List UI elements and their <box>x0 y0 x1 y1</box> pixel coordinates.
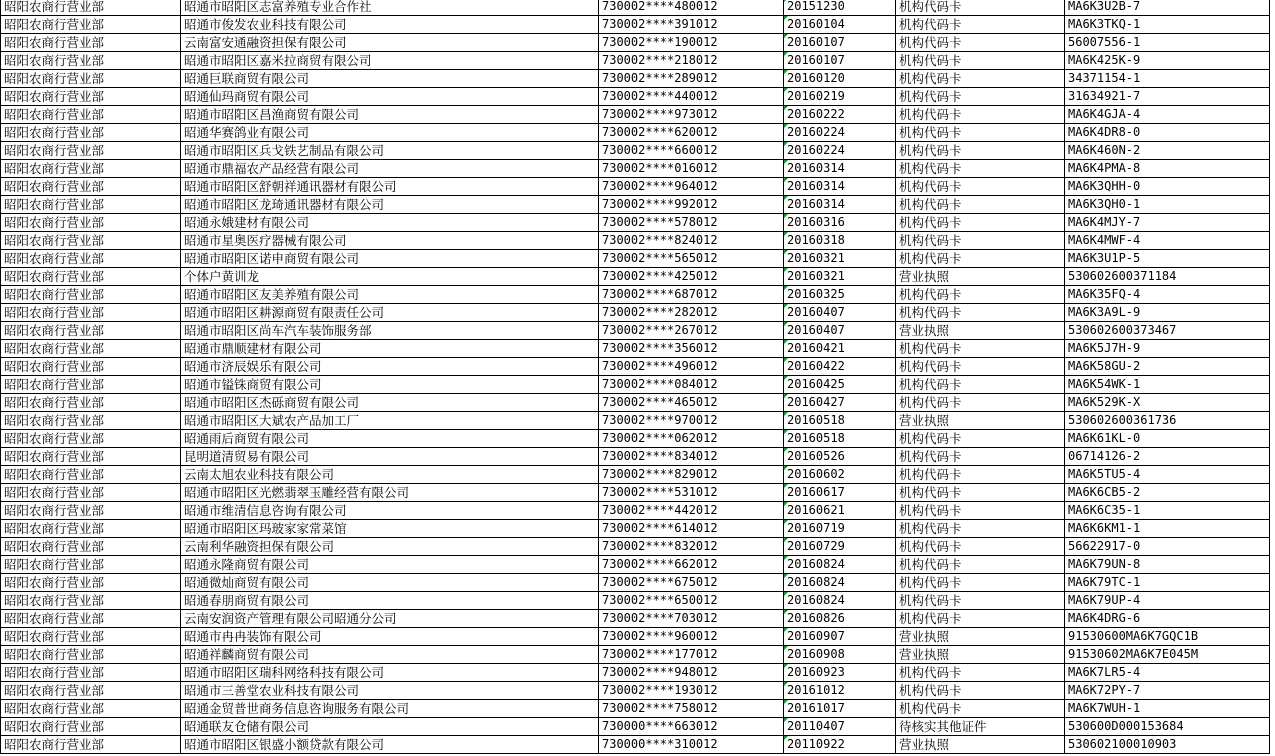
certificate-code-cell[interactable]: 530602600361736 <box>1065 412 1270 430</box>
company-name-cell[interactable]: 昭通市昭阳区耕源商贸有限责任公司 <box>181 304 599 322</box>
certificate-code-cell[interactable]: MA6K4DR8-0 <box>1065 124 1270 142</box>
account-number-cell[interactable]: 730002****687012 <box>599 286 784 304</box>
company-name-cell[interactable]: 昭通雨后商贸有限公司 <box>181 430 599 448</box>
branch-cell[interactable]: 昭阳农商行营业部 <box>1 178 181 196</box>
certificate-code-cell[interactable]: MA6K4PMA-8 <box>1065 160 1270 178</box>
branch-cell[interactable]: 昭阳农商行营业部 <box>1 502 181 520</box>
certificate-code-cell[interactable]: MA6K460N-2 <box>1065 142 1270 160</box>
table-row <box>1 664 1270 682</box>
certificate-type-cell[interactable]: 机构代码卡 <box>896 610 1065 628</box>
open-date-cell[interactable]: 20160318 <box>784 232 896 250</box>
branch-cell[interactable]: 昭阳农商行营业部 <box>1 430 181 448</box>
account-number-cell[interactable]: 730002****391012 <box>599 16 784 34</box>
company-name-cell[interactable]: 昭通市昭阳区瑞科网络科技有限公司 <box>181 664 599 682</box>
open-date-cell[interactable]: 20160314 <box>784 196 896 214</box>
branch-cell[interactable]: 昭阳农商行营业部 <box>1 592 181 610</box>
account-number-cell[interactable]: 730002****289012 <box>599 70 784 88</box>
table-row <box>1 394 1270 412</box>
account-number-cell[interactable]: 730002****992012 <box>599 196 784 214</box>
open-date-cell[interactable]: 20160104 <box>784 16 896 34</box>
company-name-cell[interactable]: 昭通市济辰娱乐有限公司 <box>181 358 599 376</box>
table-row <box>1 556 1270 574</box>
certificate-type-cell[interactable]: 机构代码卡 <box>896 574 1065 592</box>
branch-cell[interactable]: 昭阳农商行营业部 <box>1 610 181 628</box>
table-row <box>1 520 1270 538</box>
account-number-cell[interactable]: 730002****578012 <box>599 214 784 232</box>
certificate-type-cell[interactable]: 营业执照 <box>896 646 1065 664</box>
table-row <box>1 70 1270 88</box>
branch-cell[interactable]: 昭阳农商行营业部 <box>1 538 181 556</box>
company-name-cell[interactable]: 昭通市星奥医疗器械有限公司 <box>181 232 599 250</box>
certificate-type-cell[interactable]: 机构代码卡 <box>896 430 1065 448</box>
account-number-cell[interactable]: 730002****016012 <box>599 160 784 178</box>
branch-cell[interactable]: 昭阳农商行营业部 <box>1 556 181 574</box>
certificate-code-cell[interactable]: MA6K6C35-1 <box>1065 502 1270 520</box>
table-row <box>1 178 1270 196</box>
account-number-cell[interactable]: 730002****425012 <box>599 268 784 286</box>
company-name-cell[interactable]: 昭通微灿商贸有限公司 <box>181 574 599 592</box>
branch-cell[interactable]: 昭阳农商行营业部 <box>1 484 181 502</box>
company-name-cell[interactable]: 昭通仙玛商贸有限公司 <box>181 88 599 106</box>
certificate-code-cell[interactable]: MA6K35FQ-4 <box>1065 286 1270 304</box>
certificate-type-cell[interactable]: 营业执照 <box>896 412 1065 430</box>
branch-cell[interactable]: 昭阳农商行营业部 <box>1 646 181 664</box>
branch-cell[interactable]: 昭阳农商行营业部 <box>1 412 181 430</box>
table-row <box>1 160 1270 178</box>
branch-cell[interactable]: 昭阳农商行营业部 <box>1 520 181 538</box>
account-number-cell[interactable]: 730002****948012 <box>599 664 784 682</box>
branch-cell[interactable]: 昭阳农商行营业部 <box>1 106 181 124</box>
company-name-cell[interactable]: 昭通金贸普世商务信息咨询服务有限公司 <box>181 700 599 718</box>
table-row <box>1 214 1270 232</box>
certificate-code-cell[interactable]: MA6K3A9L-9 <box>1065 304 1270 322</box>
table-row <box>1 196 1270 214</box>
account-number-cell[interactable]: 730002****829012 <box>599 466 784 484</box>
company-name-cell[interactable]: 昭通市三善堂农业科技有限公司 <box>181 682 599 700</box>
certificate-code-cell[interactable]: MA6K529K-X <box>1065 394 1270 412</box>
branch-cell[interactable]: 昭阳农商行营业部 <box>1 322 181 340</box>
table-row <box>1 430 1270 448</box>
certificate-type-cell[interactable]: 机构代码卡 <box>896 592 1065 610</box>
open-date-cell[interactable]: 20160314 <box>784 160 896 178</box>
open-date-cell[interactable]: 20151230 <box>784 0 896 16</box>
certificate-type-cell[interactable]: 机构代码卡 <box>896 88 1065 106</box>
certificate-code-cell[interactable]: MA6K6KM1-1 <box>1065 520 1270 538</box>
open-date-cell[interactable]: 20160224 <box>784 142 896 160</box>
account-number-cell[interactable]: 730002****660012 <box>599 142 784 160</box>
branch-cell[interactable]: 昭阳农商行营业部 <box>1 340 181 358</box>
account-number-cell[interactable]: 730002****282012 <box>599 304 784 322</box>
account-number-cell[interactable]: 730002****218012 <box>599 52 784 70</box>
certificate-code-cell[interactable]: 56007556-1 <box>1065 34 1270 52</box>
account-number-cell[interactable]: 730002****970012 <box>599 412 784 430</box>
certificate-type-cell[interactable]: 机构代码卡 <box>896 484 1065 502</box>
certificate-code-cell[interactable]: MA6K61KL-0 <box>1065 430 1270 448</box>
table-row <box>1 88 1270 106</box>
branch-cell[interactable]: 昭阳农商行营业部 <box>1 628 181 646</box>
certificate-type-cell[interactable]: 机构代码卡 <box>896 70 1065 88</box>
certificate-type-cell[interactable]: 机构代码卡 <box>896 340 1065 358</box>
table-row <box>1 232 1270 250</box>
open-date-cell[interactable]: 20160222 <box>784 106 896 124</box>
company-name-cell[interactable]: 昭通永隆商贸有限公司 <box>181 556 599 574</box>
branch-cell[interactable]: 昭阳农商行营业部 <box>1 736 181 754</box>
table-row <box>1 16 1270 34</box>
table-row <box>1 340 1270 358</box>
certificate-type-cell[interactable]: 待核实其他证件 <box>896 718 1065 736</box>
table-row <box>1 124 1270 142</box>
table-row <box>1 628 1270 646</box>
open-date-cell[interactable]: 20160824 <box>784 556 896 574</box>
branch-cell[interactable]: 昭阳农商行营业部 <box>1 52 181 70</box>
open-date-cell[interactable]: 20160316 <box>784 214 896 232</box>
certificate-type-cell[interactable]: 机构代码卡 <box>896 520 1065 538</box>
account-number-cell[interactable]: 730002****973012 <box>599 106 784 124</box>
open-date-cell[interactable]: 20161017 <box>784 700 896 718</box>
company-name-cell[interactable]: 昭通祥麟商贸有限公司 <box>181 646 599 664</box>
certificate-type-cell[interactable]: 机构代码卡 <box>896 142 1065 160</box>
table-row <box>1 322 1270 340</box>
branch-cell[interactable]: 昭阳农商行营业部 <box>1 124 181 142</box>
company-name-cell[interactable]: 昭通市昭阳区志富养殖专业合作社 <box>181 0 599 16</box>
open-date-cell[interactable]: 20160107 <box>784 52 896 70</box>
account-number-cell[interactable]: 730002****193012 <box>599 682 784 700</box>
account-number-cell[interactable]: 730002****675012 <box>599 574 784 592</box>
branch-cell[interactable]: 昭阳农商行营业部 <box>1 160 181 178</box>
branch-cell[interactable]: 昭阳农商行营业部 <box>1 358 181 376</box>
table-row <box>1 52 1270 70</box>
company-name-cell[interactable]: 昭通永娥建材有限公司 <box>181 214 599 232</box>
table-row <box>1 358 1270 376</box>
account-number-cell[interactable]: 730002****177012 <box>599 646 784 664</box>
open-date-cell[interactable]: 20160427 <box>784 394 896 412</box>
open-date-cell[interactable]: 20160908 <box>784 646 896 664</box>
branch-cell[interactable]: 昭阳农商行营业部 <box>1 142 181 160</box>
certificate-type-cell[interactable]: 机构代码卡 <box>896 124 1065 142</box>
account-number-cell[interactable]: 730002****190012 <box>599 34 784 52</box>
certificate-code-cell[interactable]: MA6K3U2B-7 <box>1065 0 1270 16</box>
certificate-code-cell[interactable]: MA6K4GJA-4 <box>1065 106 1270 124</box>
open-date-cell[interactable]: 20160321 <box>784 250 896 268</box>
certificate-code-cell[interactable]: MA6K3QHH-0 <box>1065 178 1270 196</box>
open-date-cell[interactable]: 20160602 <box>784 466 896 484</box>
account-number-cell[interactable]: 730002****084012 <box>599 376 784 394</box>
account-number-cell[interactable]: 730002****662012 <box>599 556 784 574</box>
table-row <box>1 286 1270 304</box>
company-name-cell[interactable]: 昭通市鼎顺建材有限公司 <box>181 340 599 358</box>
account-number-cell[interactable]: 730002****824012 <box>599 232 784 250</box>
certificate-type-cell[interactable]: 机构代码卡 <box>896 0 1065 16</box>
account-number-cell[interactable]: 730002****356012 <box>599 340 784 358</box>
open-date-cell[interactable]: 20160621 <box>784 502 896 520</box>
certificate-type-cell[interactable]: 机构代码卡 <box>896 682 1065 700</box>
branch-cell[interactable]: 昭阳农商行营业部 <box>1 196 181 214</box>
open-date-cell[interactable]: 20160729 <box>784 538 896 556</box>
company-name-cell[interactable]: 云南利华融资担保有限公司 <box>181 538 599 556</box>
branch-cell[interactable]: 昭阳农商行营业部 <box>1 448 181 466</box>
branch-cell[interactable]: 昭阳农商行营业部 <box>1 394 181 412</box>
certificate-code-cell[interactable]: MA6K4MJY-7 <box>1065 214 1270 232</box>
open-date-cell[interactable]: 20160826 <box>784 610 896 628</box>
branch-cell[interactable]: 昭阳农商行营业部 <box>1 16 181 34</box>
open-date-cell[interactable]: 20160120 <box>784 70 896 88</box>
table-row <box>1 448 1270 466</box>
company-name-cell[interactable]: 昭通联友仓储有限公司 <box>181 718 599 736</box>
branch-cell[interactable]: 昭阳农商行营业部 <box>1 232 181 250</box>
table-row <box>1 736 1270 754</box>
certificate-code-cell[interactable]: 530600D000153684 <box>1065 718 1270 736</box>
certificate-type-cell[interactable]: 机构代码卡 <box>896 34 1065 52</box>
company-name-cell[interactable]: 昭通市昭阳区昌渔商贸有限公司 <box>181 106 599 124</box>
company-name-cell[interactable]: 云南富安通融资担保有限公司 <box>181 34 599 52</box>
table-row <box>1 466 1270 484</box>
certificate-code-cell[interactable]: 31634921-7 <box>1065 88 1270 106</box>
company-name-cell[interactable]: 昭通市昭阳区嘉米拉商贸有限公司 <box>181 52 599 70</box>
branch-cell[interactable]: 昭阳农商行营业部 <box>1 268 181 286</box>
open-date-cell[interactable]: 20160421 <box>784 340 896 358</box>
certificate-type-cell[interactable]: 机构代码卡 <box>896 106 1065 124</box>
account-number-cell[interactable]: 730002****614012 <box>599 520 784 538</box>
account-number-cell[interactable]: 730002****440012 <box>599 88 784 106</box>
certificate-type-cell[interactable]: 机构代码卡 <box>896 394 1065 412</box>
branch-cell[interactable]: 昭阳农商行营业部 <box>1 574 181 592</box>
certificate-code-cell[interactable]: 56622917-0 <box>1065 538 1270 556</box>
certificate-code-cell[interactable]: 530602600373467 <box>1065 322 1270 340</box>
account-number-cell[interactable]: 730002****620012 <box>599 124 784 142</box>
account-number-cell[interactable]: 730002****960012 <box>599 628 784 646</box>
open-date-cell[interactable]: 20160518 <box>784 412 896 430</box>
branch-cell[interactable]: 昭阳农商行营业部 <box>1 0 181 16</box>
open-date-cell[interactable]: 20160617 <box>784 484 896 502</box>
open-date-cell[interactable]: 20160325 <box>784 286 896 304</box>
open-date-cell[interactable]: 20160321 <box>784 268 896 286</box>
table-row <box>1 106 1270 124</box>
table-row <box>1 592 1270 610</box>
certificate-type-cell[interactable]: 机构代码卡 <box>896 466 1065 484</box>
company-name-cell[interactable]: 昭通市昭阳区大斌农产品加工厂 <box>181 412 599 430</box>
certificate-type-cell[interactable]: 机构代码卡 <box>896 358 1065 376</box>
certificate-type-cell[interactable]: 机构代码卡 <box>896 538 1065 556</box>
certificate-code-cell[interactable]: 530602600371184 <box>1065 268 1270 286</box>
table-row <box>1 574 1270 592</box>
certificate-code-cell[interactable]: MA6K6CB5-2 <box>1065 484 1270 502</box>
certificate-type-cell[interactable]: 机构代码卡 <box>896 214 1065 232</box>
branch-cell[interactable]: 昭阳农商行营业部 <box>1 664 181 682</box>
certificate-code-cell[interactable]: MA6K79UP-4 <box>1065 592 1270 610</box>
certificate-code-cell[interactable]: 530602100010903 <box>1065 736 1270 754</box>
company-name-cell[interactable]: 昭通市俊发农业科技有限公司 <box>181 16 599 34</box>
account-number-cell[interactable]: 730002****062012 <box>599 430 784 448</box>
table-row <box>1 412 1270 430</box>
certificate-type-cell[interactable]: 机构代码卡 <box>896 286 1065 304</box>
account-number-cell[interactable]: 730002****565012 <box>599 250 784 268</box>
branch-cell[interactable]: 昭阳农商行营业部 <box>1 214 181 232</box>
certificate-type-cell[interactable]: 机构代码卡 <box>896 448 1065 466</box>
certificate-type-cell[interactable]: 机构代码卡 <box>896 16 1065 34</box>
table-row <box>1 376 1270 394</box>
company-name-cell[interactable]: 昭通市昭阳区银盛小额贷款有限公司 <box>181 736 599 754</box>
table-row <box>1 304 1270 322</box>
certificate-type-cell[interactable]: 机构代码卡 <box>896 304 1065 322</box>
branch-cell[interactable]: 昭阳农商行营业部 <box>1 70 181 88</box>
table-row <box>1 538 1270 556</box>
company-name-cell[interactable]: 昭通市维清信息咨询有限公司 <box>181 502 599 520</box>
company-name-cell[interactable]: 昭通市昭阳区尚车汽车装饰服务部 <box>181 322 599 340</box>
certificate-type-cell[interactable]: 机构代码卡 <box>896 232 1065 250</box>
open-date-cell[interactable]: 20160526 <box>784 448 896 466</box>
certificate-code-cell[interactable]: MA6K7LR5-4 <box>1065 664 1270 682</box>
certificate-code-cell[interactable]: MA6K4MWF-4 <box>1065 232 1270 250</box>
table-row <box>1 0 1270 16</box>
certificate-type-cell[interactable]: 机构代码卡 <box>896 52 1065 70</box>
open-date-cell[interactable]: 20160224 <box>784 124 896 142</box>
open-date-cell[interactable]: 20160824 <box>784 592 896 610</box>
branch-cell[interactable]: 昭阳农商行营业部 <box>1 88 181 106</box>
company-name-cell[interactable]: 昭通市昭阳区兵戈铁艺制品有限公司 <box>181 142 599 160</box>
certificate-type-cell[interactable]: 机构代码卡 <box>896 376 1065 394</box>
account-number-cell[interactable]: 730002****480012 <box>599 0 784 16</box>
certificate-type-cell[interactable]: 机构代码卡 <box>896 250 1065 268</box>
company-name-cell[interactable]: 云南安润资产管理有限公司昭通分公司 <box>181 610 599 628</box>
open-date-cell[interactable]: 20160407 <box>784 304 896 322</box>
company-name-cell[interactable]: 昭通市昭阳区舒朝祥通讯器材有限公司 <box>181 178 599 196</box>
certificate-type-cell[interactable]: 机构代码卡 <box>896 160 1065 178</box>
certificate-code-cell[interactable]: 06714126-2 <box>1065 448 1270 466</box>
company-name-cell[interactable]: 昭通市昭阳区光燃翡翠玉雕经营有限公司 <box>181 484 599 502</box>
company-name-cell[interactable]: 昭通市镒铢商贸有限公司 <box>181 376 599 394</box>
certificate-code-cell[interactable]: MA6K5TU5-4 <box>1065 466 1270 484</box>
account-number-cell[interactable]: 730002****267012 <box>599 322 784 340</box>
company-name-cell[interactable]: 昭通市昭阳区杰砾商贸有限公司 <box>181 394 599 412</box>
open-date-cell[interactable]: 20160518 <box>784 430 896 448</box>
company-name-cell[interactable]: 昭通巨联商贸有限公司 <box>181 70 599 88</box>
company-name-cell[interactable]: 个体户黄训龙 <box>181 268 599 286</box>
certificate-type-cell[interactable]: 营业执照 <box>896 268 1065 286</box>
branch-cell[interactable]: 昭阳农商行营业部 <box>1 304 181 322</box>
certificate-type-cell[interactable]: 机构代码卡 <box>896 196 1065 214</box>
certificate-code-cell[interactable]: MA6K4DRG-6 <box>1065 610 1270 628</box>
open-date-cell[interactable]: 20160425 <box>784 376 896 394</box>
branch-cell[interactable]: 昭阳农商行营业部 <box>1 682 181 700</box>
table-row <box>1 610 1270 628</box>
open-date-cell[interactable]: 20160719 <box>784 520 896 538</box>
open-date-cell[interactable]: 20110922 <box>784 736 896 754</box>
company-name-cell[interactable]: 昭通市鼎福农产品经营有限公司 <box>181 160 599 178</box>
branch-cell[interactable]: 昭阳农商行营业部 <box>1 34 181 52</box>
account-number-cell[interactable]: 730002****531012 <box>599 484 784 502</box>
account-number-cell[interactable]: 730002****758012 <box>599 700 784 718</box>
open-date-cell[interactable]: 20160107 <box>784 34 896 52</box>
account-number-cell[interactable]: 730002****964012 <box>599 178 784 196</box>
branch-cell[interactable]: 昭阳农商行营业部 <box>1 286 181 304</box>
open-date-cell[interactable]: 20160314 <box>784 178 896 196</box>
certificate-type-cell[interactable]: 营业执照 <box>896 322 1065 340</box>
open-date-cell[interactable]: 20110407 <box>784 718 896 736</box>
open-date-cell[interactable]: 20160219 <box>784 88 896 106</box>
account-number-cell[interactable]: 730002****442012 <box>599 502 784 520</box>
certificate-code-cell[interactable]: 34371154-1 <box>1065 70 1270 88</box>
company-name-cell[interactable]: 昭通市昭阳区玛玻家家常菜馆 <box>181 520 599 538</box>
certificate-code-cell[interactable]: 91530602MA6K7E045M <box>1065 646 1270 664</box>
branch-cell[interactable]: 昭阳农商行营业部 <box>1 466 181 484</box>
open-date-cell[interactable]: 20160407 <box>784 322 896 340</box>
certificate-code-cell[interactable]: MA6K79TC-1 <box>1065 574 1270 592</box>
company-name-cell[interactable]: 昭通市冉冉装饰有限公司 <box>181 628 599 646</box>
table-row <box>1 502 1270 520</box>
spreadsheet-body <box>1 0 1270 754</box>
certificate-type-cell[interactable]: 营业执照 <box>896 736 1065 754</box>
company-name-cell[interactable]: 昭通华赛鸽业有限公司 <box>181 124 599 142</box>
branch-cell[interactable]: 昭阳农商行营业部 <box>1 718 181 736</box>
company-name-cell[interactable]: 昭通春朋商贸有限公司 <box>181 592 599 610</box>
branch-cell[interactable]: 昭阳农商行营业部 <box>1 250 181 268</box>
certificate-type-cell[interactable]: 机构代码卡 <box>896 502 1065 520</box>
account-number-cell[interactable]: 730002****650012 <box>599 592 784 610</box>
account-number-cell[interactable]: 730002****465012 <box>599 394 784 412</box>
certificate-code-cell[interactable]: MA6K7WUH-1 <box>1065 700 1270 718</box>
certificate-code-cell[interactable]: 91530600MA6K7GQC1B <box>1065 628 1270 646</box>
table-row <box>1 718 1270 736</box>
branch-cell[interactable]: 昭阳农商行营业部 <box>1 700 181 718</box>
company-name-cell[interactable]: 昭通市昭阳区友美养殖有限公司 <box>181 286 599 304</box>
table-row <box>1 250 1270 268</box>
certificate-type-cell[interactable]: 机构代码卡 <box>896 556 1065 574</box>
company-name-cell[interactable]: 云南太旭农业科技有限公司 <box>181 466 599 484</box>
company-name-cell[interactable]: 昭通市昭阳区诺申商贸有限公司 <box>181 250 599 268</box>
open-date-cell[interactable]: 20160907 <box>784 628 896 646</box>
account-number-cell[interactable]: 730002****834012 <box>599 448 784 466</box>
open-date-cell[interactable]: 20160422 <box>784 358 896 376</box>
company-name-cell[interactable]: 昭通市昭阳区龙琦通讯器材有限公司 <box>181 196 599 214</box>
certificate-code-cell[interactable]: MA6K58GU-2 <box>1065 358 1270 376</box>
certificate-type-cell[interactable]: 机构代码卡 <box>896 178 1065 196</box>
account-number-cell[interactable]: 730000****310012 <box>599 736 784 754</box>
certificate-code-cell[interactable]: MA6K79UN-8 <box>1065 556 1270 574</box>
table-row <box>1 142 1270 160</box>
table-row <box>1 484 1270 502</box>
certificate-code-cell[interactable]: MA6K425K-9 <box>1065 52 1270 70</box>
open-date-cell[interactable]: 20160923 <box>784 664 896 682</box>
table-row <box>1 700 1270 718</box>
table-row <box>1 646 1270 664</box>
account-number-cell[interactable]: 730002****703012 <box>599 610 784 628</box>
certificate-type-cell[interactable]: 机构代码卡 <box>896 664 1065 682</box>
table-row <box>1 682 1270 700</box>
account-number-cell[interactable]: 730002****832012 <box>599 538 784 556</box>
account-number-cell[interactable]: 730002****496012 <box>599 358 784 376</box>
account-number-cell[interactable]: 730000****663012 <box>599 718 784 736</box>
certificate-code-cell[interactable]: MA6K3U1P-5 <box>1065 250 1270 268</box>
certificate-type-cell[interactable]: 营业执照 <box>896 628 1065 646</box>
certificate-code-cell[interactable]: MA6K72PY-7 <box>1065 682 1270 700</box>
company-name-cell[interactable]: 昆明道清贸易有限公司 <box>181 448 599 466</box>
certificate-code-cell[interactable]: MA6K3TKQ-1 <box>1065 16 1270 34</box>
open-date-cell[interactable]: 20161012 <box>784 682 896 700</box>
table-row <box>1 34 1270 52</box>
certificate-code-cell[interactable]: MA6K5J7H-9 <box>1065 340 1270 358</box>
certificate-type-cell[interactable]: 机构代码卡 <box>896 700 1065 718</box>
table-row <box>1 268 1270 286</box>
certificate-code-cell[interactable]: MA6K54WK-1 <box>1065 376 1270 394</box>
certificate-code-cell[interactable]: MA6K3QH0-1 <box>1065 196 1270 214</box>
branch-cell[interactable]: 昭阳农商行营业部 <box>1 376 181 394</box>
open-date-cell[interactable]: 20160824 <box>784 574 896 592</box>
